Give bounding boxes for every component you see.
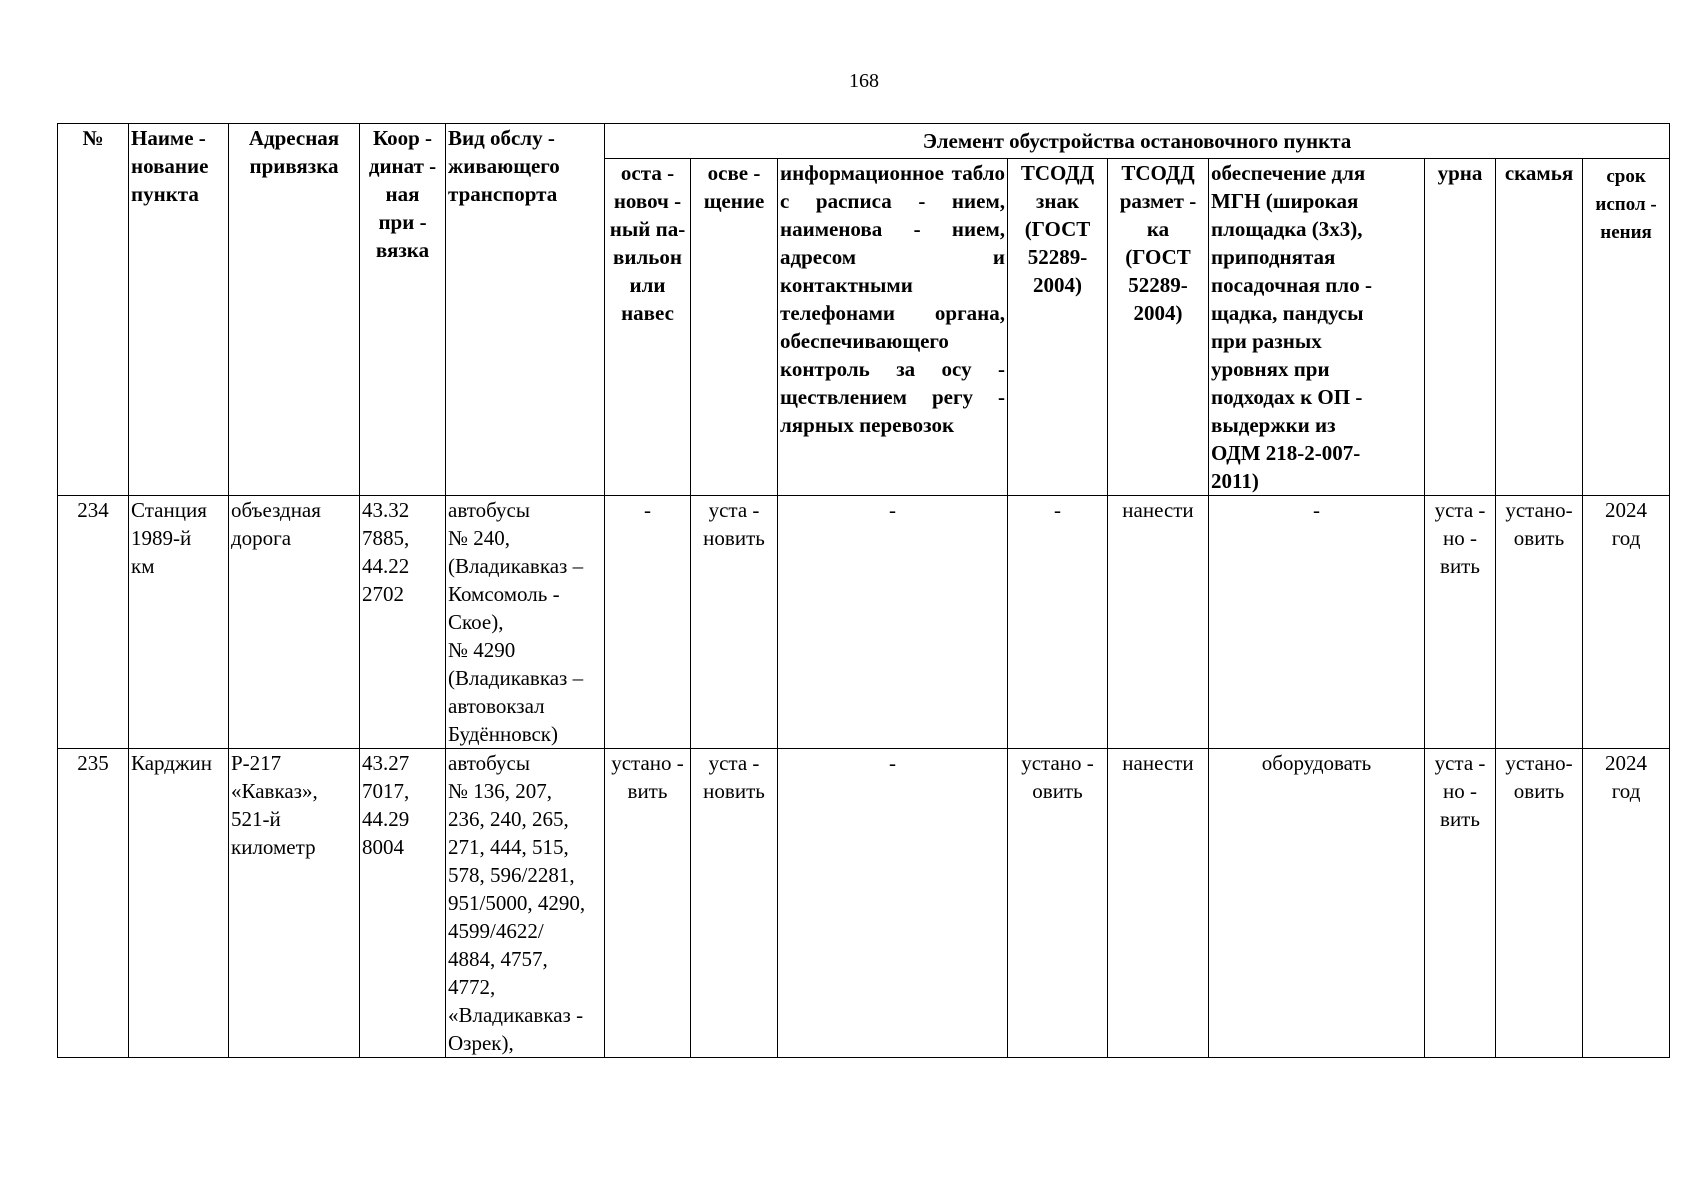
cell-coords: 43.32 7885, 44.22 2702 xyxy=(360,496,446,749)
cell-lighting: уста - новить xyxy=(691,496,778,749)
header-deadline: срок испол - нения xyxy=(1583,159,1670,496)
cell-urn: уста - но - вить xyxy=(1425,749,1496,1058)
cell-name: Станция 1989-й км xyxy=(129,496,229,749)
cell-marking: нанести xyxy=(1108,496,1209,749)
cell-deadline: 2024 год xyxy=(1583,496,1670,749)
table-row xyxy=(58,496,1670,749)
cell-urn: уста - но - вить xyxy=(1425,496,1496,749)
cell-info-board: - xyxy=(778,496,1008,749)
cell-transport: автобусы № 240, (Владикавказ – Комсомоль - Ское), № 4290 (Владикавказ – автовокзал Будённовск) xyxy=(446,496,605,749)
header-bench: скамья xyxy=(1496,159,1583,496)
header-sign: ТСОДД знак (ГОСТ 52289- 2004) xyxy=(1008,159,1108,496)
cell-name: Карджин xyxy=(129,749,229,1058)
header-address: Адресная привязка xyxy=(229,124,360,496)
header-name: Наиме - нование пункта xyxy=(129,124,229,496)
header-num: № xyxy=(58,124,129,496)
header-marking: ТСОДД размет - ка (ГОСТ 52289- 2004) xyxy=(1108,159,1209,496)
page-number: 168 xyxy=(849,70,879,92)
cell-lighting: уста - новить xyxy=(691,749,778,1058)
cell-sign: устано - овить xyxy=(1008,749,1108,1058)
cell-num: 234 xyxy=(58,496,129,749)
cell-mgn: - xyxy=(1209,496,1425,749)
header-info-board: информационное табло с расписа - нием, наименова - нием, адресом и контактными телефонами органа, обеспечивающего контроль за осу - ществлением регу - лярных перевозок xyxy=(778,159,1008,496)
cell-address: Р-217 «Кавказ», 521-й километр xyxy=(229,749,360,1058)
header-lighting: осве - щение xyxy=(691,159,778,496)
header-group: Элемент обустройства остановочного пункта xyxy=(605,124,1670,159)
cell-sign: - xyxy=(1008,496,1108,749)
header-mgn: обеспечение для МГН (широкая площадка (3х3), приподнятая посадочная пло - щадка, пандусы при разных уровнях при подходах к ОП - выдержки из ОДМ 218-2-007- 2011) xyxy=(1209,159,1425,496)
cell-num: 235 xyxy=(58,749,129,1058)
cell-mgn: оборудовать xyxy=(1209,749,1425,1058)
header-transport: Вид обслу - живающего транспорта xyxy=(446,124,605,496)
cell-deadline: 2024 год xyxy=(1583,749,1670,1058)
cell-info-board: - xyxy=(778,749,1008,1058)
cell-pavilion: устано - вить xyxy=(605,749,691,1058)
cell-transport: автобусы № 136, 207, 236, 240, 265, 271, 444, 515, 578, 596/2281, 951/5000, 4290, 4599/4622/ 4884, 4757, 4772, «Владикавказ - Озрек), xyxy=(446,749,605,1058)
cell-bench: устано- овить xyxy=(1496,749,1583,1058)
cell-coords: 43.27 7017, 44.29 8004 xyxy=(360,749,446,1058)
table-row xyxy=(58,749,1670,1058)
cell-pavilion: - xyxy=(605,496,691,749)
header-urn: урна xyxy=(1425,159,1496,496)
cell-marking: нанести xyxy=(1108,749,1209,1058)
cell-bench: устано- овить xyxy=(1496,496,1583,749)
header-pavilion: оста - новоч - ный па- вильон или навес xyxy=(605,159,691,496)
cell-address: объездная дорога xyxy=(229,496,360,749)
header-coords: Коор - динат - ная при - вязка xyxy=(360,124,446,496)
bus-stop-table xyxy=(57,123,1670,1058)
